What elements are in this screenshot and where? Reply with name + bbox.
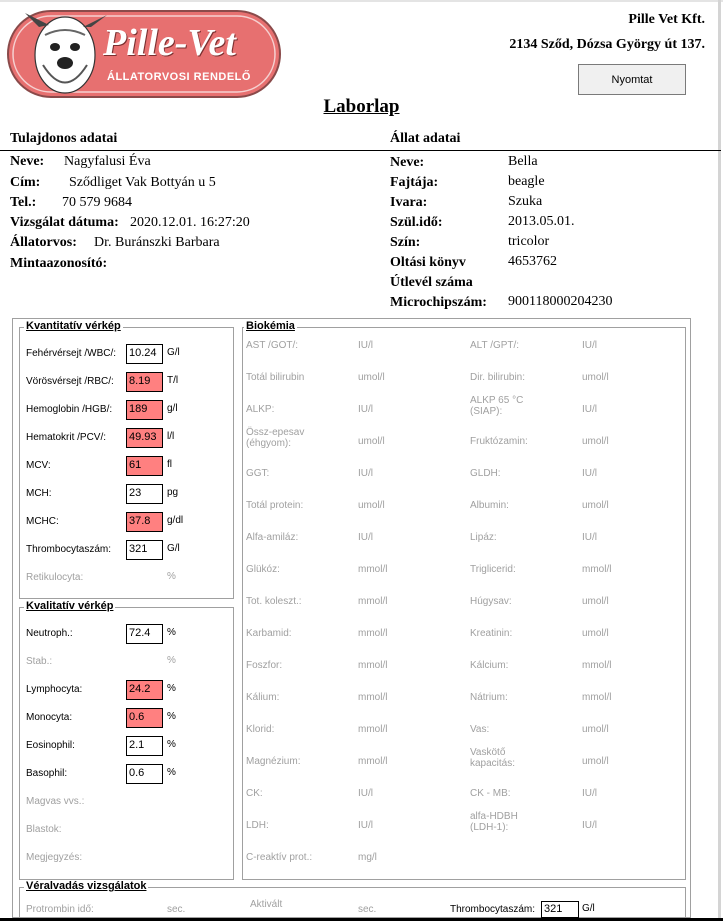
eosinophil-label: Eosinophil: <box>26 740 75 751</box>
vet-label: Állatorvos: <box>10 235 77 250</box>
biochem-tot-l-bilirubin-unit: umol/l <box>358 372 385 383</box>
basophil-input[interactable]: 0.6 <box>126 764 163 784</box>
company-address: 2134 Sződ, Dózsa György út 137. <box>509 37 705 52</box>
owner-address-label: Cím: <box>10 175 41 190</box>
feh-rv-rsejt-wbc-unit: G/l <box>167 347 180 358</box>
feh-rv-rsejt-wbc-input[interactable]: 10.24 <box>126 344 163 364</box>
mchc-input[interactable]: 37.8 <box>126 512 163 532</box>
biochem-magn-zium-label: Magnézium: <box>246 756 301 767</box>
logo-subtitle: ÁLLATORVOSI RENDELŐ <box>107 71 251 83</box>
activated-unit: sec. <box>358 904 377 915</box>
biochem-ggt-label: GGT: <box>246 468 270 479</box>
microchip-label: Microchipszám: <box>390 295 487 310</box>
qualitative-title: Kvalitatív vérkép <box>26 600 114 612</box>
stab-unit: % <box>167 655 176 666</box>
biochem-klorid-unit: mmol/l <box>358 724 388 735</box>
feh-rv-rsejt-wbc-label: Fehérvérsejt /WBC/: <box>26 348 117 359</box>
retikulocyta-unit: % <box>167 571 176 582</box>
passport-label: Útlevél száma <box>390 275 473 290</box>
prothrombin-unit: sec. <box>167 904 186 915</box>
biochem-gl-k-z-unit: mmol/l <box>358 564 388 575</box>
monocyta-label: Monocyta: <box>26 712 73 723</box>
hemoglobin-hgb-input[interactable]: 189 <box>126 400 163 420</box>
biochem-ldh-unit: IU/l <box>358 820 373 831</box>
exam-date-label: Vizsgálat dátuma: <box>10 215 119 230</box>
biochem-ast-got-unit: IU/l <box>358 340 373 351</box>
biochem-ck-label: CK: <box>246 788 263 799</box>
vaccination-book-value: 4653762 <box>508 254 557 269</box>
biochem-alt-gpt-label: ALT /GPT/: <box>470 340 520 351</box>
v-r-sv-rsejt-rbc-unit: T/l <box>167 375 179 386</box>
biochem-gldh-label: GLDH: <box>470 468 501 479</box>
biochem-tot-koleszt-unit: mmol/l <box>358 596 388 607</box>
biochem-lip-z-unit: IU/l <box>582 532 597 543</box>
owner-name-label: Neve: <box>10 154 45 169</box>
biochem-alkp-65-c-siap-unit: IU/l <box>582 404 597 415</box>
mcv-input[interactable]: 61 <box>126 456 163 476</box>
biochem-tot-l-protein-unit: umol/l <box>358 500 385 511</box>
biochem-triglicerid-unit: mmol/l <box>582 564 612 575</box>
exam-date-value: 2020.12.01. 16:27:20 <box>130 215 250 230</box>
biochem-h-gysav-unit: umol/l <box>582 596 609 607</box>
biochem-ast-got-label: AST /GOT/: <box>246 340 299 351</box>
v-r-sv-rsejt-rbc-input[interactable]: 8.19 <box>126 372 163 392</box>
lymphocyta-input[interactable]: 24.2 <box>126 680 163 700</box>
biochem-albumin-unit: umol/l <box>582 500 609 511</box>
owner-phone-label: Tel.: <box>10 195 37 210</box>
retikulocyta-label: Retikulocyta: <box>26 572 84 583</box>
animal-name-label: Neve: <box>390 155 425 170</box>
lymphocyta-unit: % <box>167 683 176 694</box>
biochem-karbamid-label: Karbamid: <box>246 628 292 639</box>
window-right-border <box>718 0 721 921</box>
biochem-frukt-zamin-unit: umol/l <box>582 436 609 447</box>
biochem-magn-zium-unit: mmol/l <box>358 756 388 767</box>
biochem-c-reakt-v-prot-unit: mg/l <box>358 852 377 863</box>
company-name: Pille Vet Kft. <box>628 12 705 27</box>
mchc-unit: g/dl <box>167 515 184 526</box>
biochem-n-trium-unit: mmol/l <box>582 692 612 703</box>
biochem-vas-unit: umol/l <box>582 724 609 735</box>
biochem-tot-koleszt-label: Tot. koleszt.: <box>246 596 302 607</box>
owner-phone-value: 70 579 9684 <box>62 195 132 210</box>
biochem-foszfor-label: Foszfor: <box>246 660 283 671</box>
biochem-gl-k-z-label: Glükóz: <box>246 564 280 575</box>
hemoglobin-hgb-unit: g/l <box>167 403 178 414</box>
mcv-unit: fl <box>167 459 172 470</box>
page-title: Laborlap <box>323 96 400 117</box>
biochem-h-gysav-label: Húgysav: <box>470 596 512 607</box>
biochem-alt-gpt-unit: IU/l <box>582 340 597 351</box>
biochem-lip-z-label: Lipáz: <box>470 532 497 543</box>
biochem-k-lium-unit: mmol/l <box>358 692 388 703</box>
owner-heading: Tulajdonos adatai <box>10 131 118 146</box>
coag-thrombo-input[interactable]: 321 <box>541 901 579 918</box>
basophil-label: Basophil: <box>26 768 68 779</box>
biochem-alfa-amil-z-label: Alfa-amiláz: <box>246 532 299 543</box>
biochem-ck-mb-label: CK - MB: <box>470 788 511 799</box>
magvas-vvs-label: Magvas vvs.: <box>26 796 85 807</box>
coag-thrombo-unit: G/l <box>582 903 595 914</box>
hemoglobin-hgb-label: Hemoglobin /HGB/: <box>26 404 113 415</box>
birthdate-label: Szül.idő: <box>390 215 443 230</box>
mchc-label: MCHC: <box>26 516 59 527</box>
color-label: Szín: <box>390 235 421 250</box>
biochem-alfa-hdbh-ldh-1-unit: IU/l <box>582 820 597 831</box>
biochem-k-lcium-label: Kálcium: <box>470 660 509 671</box>
biochem-ssz-epesav-hgyom-label: Össz-epesav (éhgyom): <box>246 427 305 449</box>
hematokrit-pcv-unit: l/l <box>167 431 175 442</box>
biochem-ck-unit: IU/l <box>358 788 373 799</box>
activated-label: Aktivált <box>250 899 283 910</box>
owner-name-value: Nagyfalusi Éva <box>64 154 151 169</box>
biochem-alkp-65-c-siap-label: ALKP 65 °C (SIAP): <box>470 395 524 417</box>
animal-name-value: Bella <box>508 154 538 169</box>
logo-brand: Pille-Vet <box>103 22 236 64</box>
biochem-k-lium-label: Kálium: <box>246 692 280 703</box>
clinic-logo <box>5 5 283 102</box>
biochem-vas-label: Vas: <box>470 724 490 735</box>
owner-address-value: Sződliget Vak Bottyán u 5 <box>69 175 216 190</box>
biochem-triglicerid-label: Triglicerid: <box>470 564 516 575</box>
neutroph-unit: % <box>167 627 176 638</box>
vaccination-book-label: Oltási könyv <box>390 255 466 270</box>
blastok-label: Blastok: <box>26 824 62 835</box>
eosinophil-input[interactable]: 2.1 <box>126 736 163 756</box>
quantitative-title: Kvantitatív vérkép <box>26 320 121 332</box>
basophil-unit: % <box>167 767 176 778</box>
print-button[interactable]: Nyomtat <box>578 64 686 95</box>
biochem-ck-mb-unit: IU/l <box>582 788 597 799</box>
biochem-dir-bilirubin-unit: umol/l <box>582 372 609 383</box>
coagulation-title: Véralvadás vizsgálatok <box>26 880 147 892</box>
sample-id-label: Mintaazonosító: <box>10 256 108 271</box>
biochem-n-trium-label: Nátrium: <box>470 692 508 703</box>
coag-thrombo-label: Thrombocytaszám: <box>450 904 536 915</box>
lymphocyta-label: Lymphocyta: <box>26 684 83 695</box>
biochem-group <box>242 327 686 880</box>
biochem-klorid-label: Klorid: <box>246 724 275 735</box>
neutroph-label: Neutroph.: <box>26 628 73 639</box>
breed-value: beagle <box>508 174 545 189</box>
biochem-alkp-label: ALKP: <box>246 404 275 415</box>
hematokrit-pcv-input[interactable]: 49.93 <box>126 428 163 448</box>
biochem-kreatinin-label: Kreatinin: <box>470 628 513 639</box>
thrombocytasz-m-unit: G/l <box>167 543 180 554</box>
biochem-foszfor-unit: mmol/l <box>358 660 388 671</box>
sex-value: Szuka <box>508 194 543 209</box>
biochem-c-reakt-v-prot-label: C-reaktív prot.: <box>246 852 313 863</box>
biochem-tot-l-bilirubin-label: Totál bilirubin <box>246 372 305 383</box>
biochem-albumin-label: Albumin: <box>470 500 509 511</box>
thrombocytasz-m-label: Thrombocytaszám: <box>26 544 112 555</box>
window-top-border <box>0 0 723 2</box>
monocyta-input[interactable]: 0.6 <box>126 708 163 728</box>
header-divider <box>0 150 721 151</box>
biochem-k-lcium-unit: mmol/l <box>582 660 612 671</box>
biochem-kreatinin-unit: umol/l <box>582 628 609 639</box>
biochem-title: Biokémia <box>246 320 295 332</box>
biochem-ggt-unit: IU/l <box>358 468 373 479</box>
hematokrit-pcv-label: Hematokrit /PCV/: <box>26 432 107 443</box>
biochem-dir-bilirubin-label: Dir. bilirubin: <box>470 372 526 383</box>
vet-value: Dr. Buránszki Barbara <box>94 235 220 250</box>
biochem-alfa-amil-z-unit: IU/l <box>358 532 373 543</box>
breed-label: Fajtája: <box>390 175 439 190</box>
mch-label: MCH: <box>26 488 52 499</box>
eosinophil-unit: % <box>167 739 176 750</box>
mcv-label: MCV: <box>26 460 51 471</box>
mch-input[interactable]: 23 <box>126 484 163 504</box>
biochem-vask-t-kapacit-s-unit: umol/l <box>582 756 609 767</box>
color-value: tricolor <box>508 234 550 249</box>
biochem-karbamid-unit: mmol/l <box>358 628 388 639</box>
biochem-vask-t-kapacit-s-label: Vaskötő kapacitás: <box>470 747 516 769</box>
microchip-value: 900118000204230 <box>508 294 613 309</box>
monocyta-unit: % <box>167 711 176 722</box>
biochem-alfa-hdbh-ldh-1-label: alfa-HDBH (LDH-1): <box>470 811 518 833</box>
biochem-tot-l-protein-label: Totál protein: <box>246 500 304 511</box>
biochem-alkp-unit: IU/l <box>358 404 373 415</box>
biochem-frukt-zamin-label: Fruktózamin: <box>470 436 528 447</box>
biochem-ssz-epesav-hgyom-unit: umol/l <box>358 436 385 447</box>
neutroph-input[interactable]: 72.4 <box>126 624 163 644</box>
animal-heading: Állat adatai <box>390 131 461 146</box>
birthdate-value: 2013.05.01. <box>508 214 575 229</box>
sex-label: Ivara: <box>390 195 428 210</box>
stab-label: Stab.: <box>26 656 53 667</box>
biochem-gldh-unit: IU/l <box>582 468 597 479</box>
prothrombin-label: Protrombin idő: <box>26 904 94 915</box>
megjegyz-s-label: Megjegyzés: <box>26 852 83 863</box>
biochem-ldh-label: LDH: <box>246 820 269 831</box>
mch-unit: pg <box>167 487 179 498</box>
thrombocytasz-m-input[interactable]: 321 <box>126 540 163 560</box>
v-r-sv-rsejt-rbc-label: Vörösvérsejt /RBC/: <box>26 376 114 387</box>
